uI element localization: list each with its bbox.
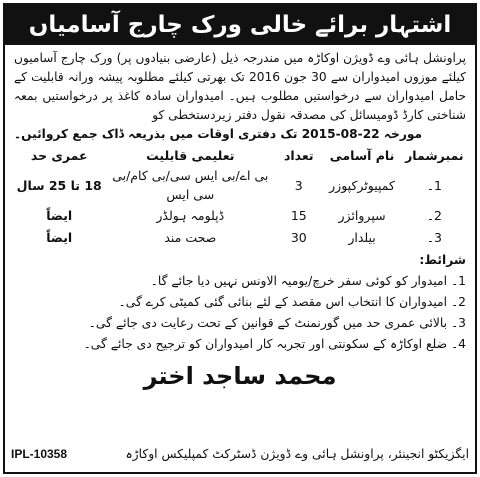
header-sn: نمبرشمار [405,148,464,163]
intro-deadline: مورخہ 22-08-2015 تک دفتری اوقات میں بذریعہ ڈاک جمع کروائیں۔ [14,127,423,141]
term-item: 4۔ ضلع اوکاڑہ کے سکونتی اور تجربہ کار امیدواران کو ترجیح دی جائے گی۔ [83,337,466,351]
table-row [14,166,466,204]
header-qualification: تعلیمی قابلیت [146,148,235,163]
table-row [14,226,466,248]
posts-table [14,145,466,248]
ad-body [5,45,475,393]
header-count: تعداد [283,148,314,163]
term-item: 2۔ امیدواران کا انتخاب اس مقصد کے لئے بنائی گئی کمیٹی کرے گی۔ [118,295,466,309]
header-name: نام آسامی [329,148,395,163]
cell-sn: 1۔ [426,177,442,193]
ad-title: اشتہار برائے خالی ورک چارج آسامیاں [5,5,475,45]
cell-count: 30 [290,229,307,245]
cell-age: ایضاً [46,207,73,223]
table-row [14,204,466,226]
cell-sn: 2۔ [426,207,442,223]
intro-paragraph: پراونشل ہائی وے ڈویژن اوکاڑہ میں مندرجہ ذیل (عارضی بنیادوں پر) ورک چارج آسامیوں کیلئے موزوں امیدواران سے 30 جون 2016 تک بھرتی کیلئے مطلوبہ پیشہ ورانہ قابلیت کے حامل امیدواران سے درخواستیں مطلوب ہیں۔ امیدواران سادہ کاغذ پر درخواستیں بمعہ شناختی کارڈ ڈومیسائل کی مصدقہ نقول دفتر زیردستخطی کو [14,51,466,122]
cell-name: سپروائزر [338,207,386,223]
reference-number: IPL-10358 [11,447,68,461]
cell-name: کمپیوٹرکپوزر [329,177,395,193]
signatory-name: محمد ساجد اختر [143,362,337,390]
cell-qualification: بی اے/بی ایس سی/بی کام/بی سی ایس [112,168,269,202]
cell-count: 15 [290,207,307,223]
cell-age: ایضاً [46,229,73,245]
cell-sn: 3۔ [426,229,442,245]
cell-qualification: صحت مند [164,229,217,245]
terms-section [14,250,466,355]
cell-age: 18 تا 25 سال [16,177,102,193]
terms-heading: شرائط: [419,253,466,267]
table-header-row [14,145,466,166]
signatory-designation: ایگزیکٹو انجینئر، پراونشل ہائی وے ڈویژن ڈسٹرکٹ کمپلیکس اوکاڑہ [125,447,469,461]
ad-footer [11,442,469,466]
cell-name: بیلدار [348,229,376,245]
term-item: 1۔ امیدوار کو کوئی سفر خرچ/یومیہ الاونس نہیں دیا جائے گا۔ [150,274,466,288]
header-age: عمری حد [30,148,88,163]
term-item: 3۔ بالائی عمری حد میں گورنمنٹ کے قوانین کے تحت رعایت دی جائے گی۔ [88,316,466,330]
cell-qualification: ڈپلومہ ہولڈر [156,207,225,223]
job-advertisement [3,3,477,474]
cell-count: 3 [294,177,303,193]
